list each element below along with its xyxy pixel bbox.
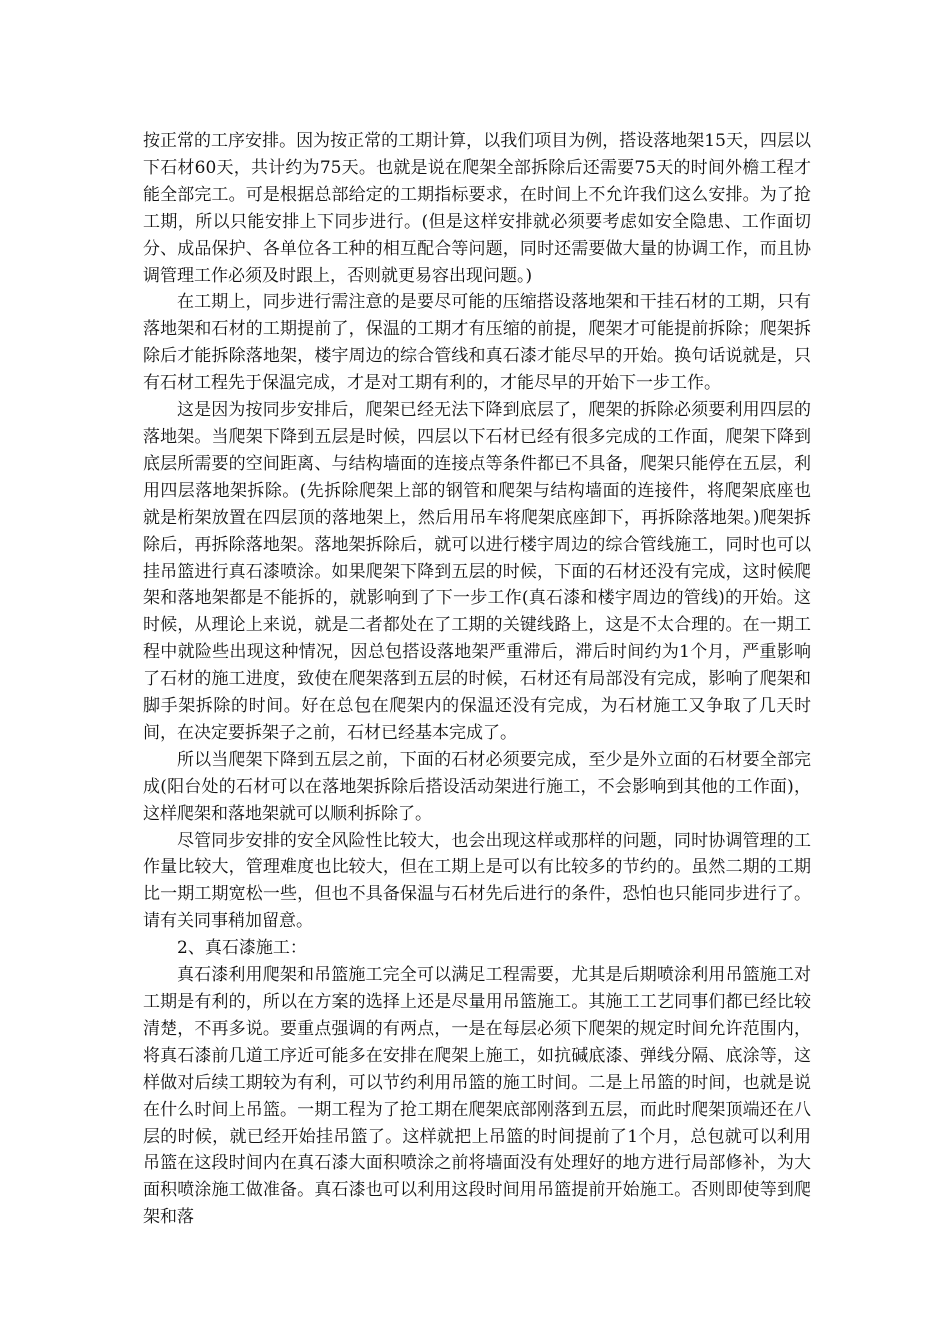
document-body bbox=[143, 128, 811, 1231]
paragraph-risk-summary: 尽管同步安排的安全风险性比较大，也会出现这样或那样的问题，同时协调管理的工作量比较大，管理难度也比较大，但在工期上是可以有比较多的节约的。虽然二期的工期比一期工期宽松一些，但也不具备保温与石材先后进行的条件，恐怕也只能同步进行了。请有关同事稍加留意。 bbox=[143, 830, 811, 932]
paragraph-continuation: 按正常的工序安排。因为按正常的工期计算，以我们项目为例，搭设落地架15天，四层以下石材60天，共计约为75天。也就是说在爬架全部拆除后还需要75天的时间外檐工程才能全部完工。可是根据总部给定的工期指标要求，在时间上不允许我们这么安排。为了抢工期，所以只能安排上下同步进行。(但是这样安排就必须要考虑如安全隐患、工作面切分、成品保护、各单位各工种的相互配合等问题，同时还需要做大量的协调工作，而且协调管理工作必须及时跟上，否则就更易容出现问题。) bbox=[143, 131, 811, 286]
paragraph-stone-completion: 所以当爬架下降到五层之前，下面的石材必须要完成，至少是外立面的石材要全部完成(阳台处的石材可以在落地架拆除后搭设活动架进行施工，不会影响到其他的工作面)，这样爬架和落地架就可以顺利拆除了。 bbox=[143, 749, 811, 824]
section-heading-real-stone-paint: 2、真石漆施工： bbox=[177, 938, 307, 959]
paragraph-schedule-compression: 在工期上，同步进行需注意的是要尽可能的压缩搭设落地架和干挂石材的工期，只有落地架和石材的工期提前了，保温的工期才有压缩的前提，爬架才可能提前拆除；爬架拆除后才能拆除落地架，楼宇周边的综合管线和真石漆才能尽早的开始。换句话说就是，只有石材工程先于保温完成，才是对工期有利的，才能尽早的开始下一步工作。 bbox=[143, 292, 811, 394]
paragraph-real-stone-paint: 真石漆利用爬架和吊篮施工完全可以满足工程需要，尤其是后期喷涂利用吊篮施工对工期是有利的，所以在方案的选择上还是尽量用吊篮施工。其施工工艺同事们都已经比较清楚，不再多说。要重点强调的有两点，一是在每层必须下爬架的规定时间允许范围内，将真石漆前几道工序近可能多在安排在爬架上施工，如抗碱底漆、弹线分隔、底涂等，这样做对后续工期较为有利，可以节约利用吊篮的施工时间。二是上吊篮的时间，也就是说在什么时间上吊篮。一期工程为了抢工期在爬架底部刚落到五层，而此时爬架顶端还在八层的时候，就已经开始挂吊篮了。这样就把上吊篮的时间提前了1个月，总包就可以利用吊篮在这段时间内在真石漆大面积喷涂之前将墙面没有处理好的地方进行局部修补，为大面积喷涂施工做准备。真石漆也可以利用这段时间用吊篮提前开始施工。否则即使等到爬架和落 bbox=[143, 965, 811, 1228]
paragraph-climbing-frame-removal: 这是因为按同步安排后，爬架已经无法下降到底层了，爬架的拆除必须要利用四层的落地架。当爬架下降到五层是时候，四层以下石材已经有很多完成的工作面，爬架下降到底层所需要的空间距离、与结构墙面的连接点等条件都已不具备，爬架只能停在五层，利用四层落地架拆除。(先拆除爬架上部的钢管和爬架与结构墙面的连接件，将爬架底座也就是桁架放置在四层顶的落地架上，然后用吊车将爬架底座卸下，再拆除落地架。)爬架拆除后，再拆除落地架。落地架拆除后，就可以进行楼宇周边的综合管线施工，同时也可以挂吊篮进行真石漆喷涂。如果爬架下降到五层的时候，下面的石材还没有完成，这时候爬架和落地架都是不能拆的，就影响到了下一步工作(真石漆和楼宇周边的管线)的开始。这时候，从理论上来说，就是二者都处在了工期的关键线路上，这是不太合理的。在一期工程中就险些出现这种情况，因总包搭设落地架严重滞后，滞后时间约为1个月，严重影响了石材的施工进度，致使在爬架落到五层的时候，石材还有局部没有完成，影响了爬架和脚手架拆除的时间。好在总包在爬架内的保温还没有完成，为石材施工又争取了几天时间，在决定要拆架子之前，石材已经基本完成了。 bbox=[143, 400, 811, 743]
